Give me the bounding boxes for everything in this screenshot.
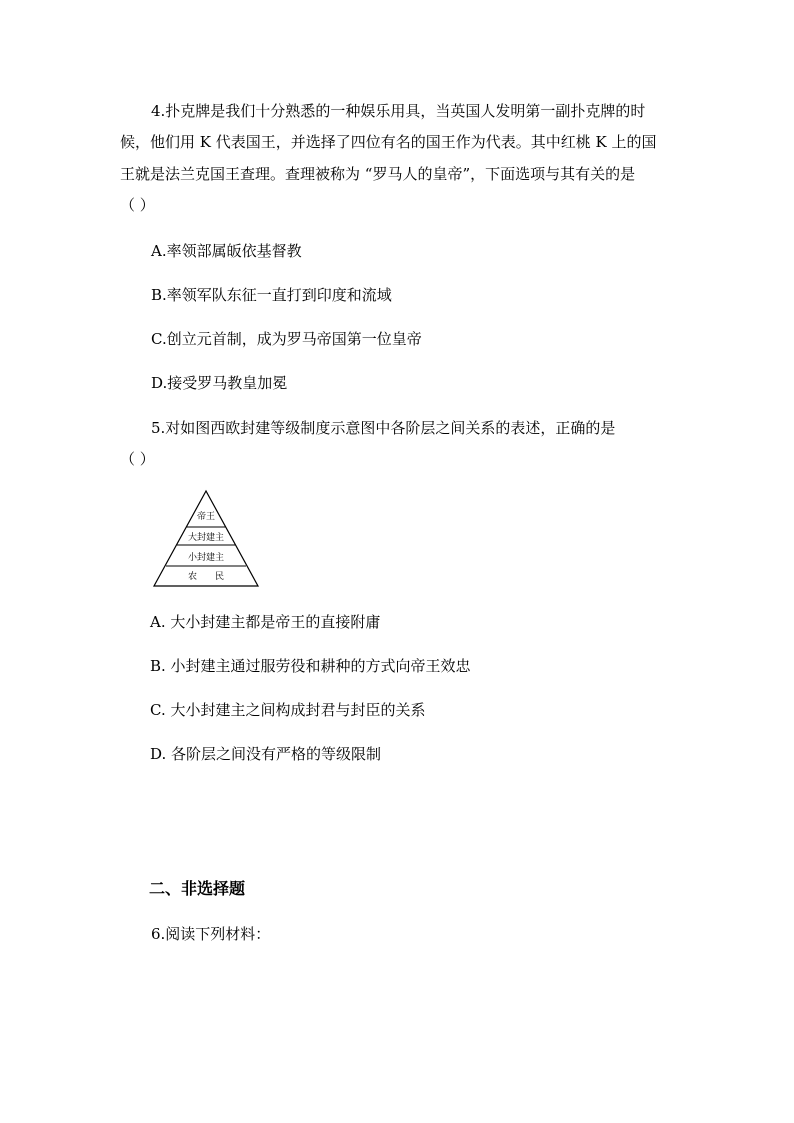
q5-option-a: A. 大小封建主都是帝王的直接附庸 — [150, 613, 381, 631]
q4-answer-blank: （ ） — [120, 196, 155, 214]
q5-stem-line-1: 5.对如图西欧封建等级制度示意图中各阶层之间关系的表述，正确的是 — [151, 419, 616, 437]
q4-option-d: D.接受罗马教皇加冕 — [151, 374, 288, 392]
tier-emperor: 帝王 — [196, 512, 216, 522]
q5-option-c: C. 大小封建主之间构成封君与封臣的关系 — [150, 701, 426, 719]
q4-option-b: B.率领军队东征一直打到印度和流域 — [151, 286, 392, 304]
tier-lesser-lords: 小封建主 — [187, 553, 225, 563]
q4-option-a: A.率领部属皈依基督教 — [151, 242, 302, 260]
q5-option-b: B. 小封建主通过服劳役和耕种的方式向帝王效忠 — [150, 657, 471, 675]
section-heading: 二、非选择题 — [149, 879, 246, 898]
q5-answer-blank: （ ） — [120, 450, 155, 468]
q4-stem-line-1: 4.扑克牌是我们十分熟悉的一种娱乐用具，当英国人发明第一副扑克牌的时 — [151, 102, 646, 120]
tier-great-lords: 大封建主 — [187, 533, 225, 543]
q5-option-d: D. 各阶层之间没有严格的等级限制 — [150, 745, 382, 763]
feudal-hierarchy-pyramid — [150, 488, 262, 590]
q4-stem-line-3: 王就是法兰克国王查理。查理被称为 “罗马人的皇帝”，下面选项与其有关的是 — [120, 165, 636, 183]
q4-stem-line-2: 候，他们用 K 代表国王，并选择了四位有名的国王作为代表。其中红桃 K 上的国 — [120, 133, 657, 151]
q6-stem: 6.阅读下列材料： — [151, 925, 271, 943]
q4-option-c: C.创立元首制，成为罗马帝国第一位皇帝 — [151, 330, 422, 348]
tier-peasants: 农 民 — [187, 572, 225, 582]
